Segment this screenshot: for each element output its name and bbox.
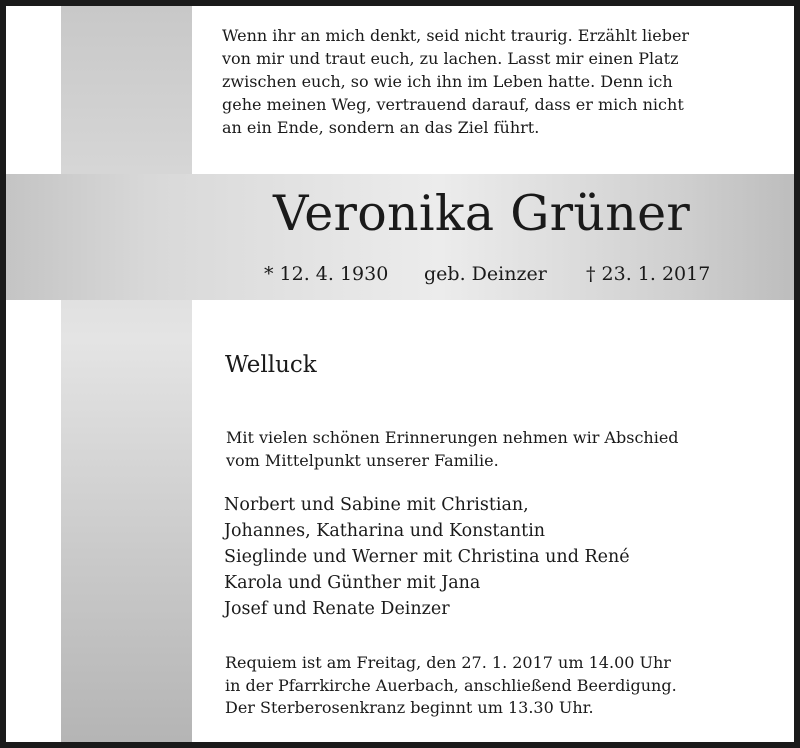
farewell-line: Mit vielen schönen Erinnerungen nehmen wir Abschied [226,428,679,447]
farewell-text [226,426,679,472]
quote-line: Wenn ihr an mich denkt, seid nicht traurig. Erzählt lieber [222,26,690,45]
death-date: † 23. 1. 2017 [586,263,711,285]
family-list [224,492,630,622]
notice-line: Der Sterberosenkranz beginnt um 13.30 Uhr. [225,698,594,717]
family-line: Sieglinde und Werner mit Christina und René [224,547,630,567]
maiden-name: geb. Deinzer [424,263,547,285]
cross-vertical-beam [61,6,192,748]
quote-line: an ein Ende, sondern an das Ziel führt. [222,118,540,137]
family-line: Karola und Günther mit Jana [224,573,481,593]
family-line: Norbert und Sabine mit Christian, [224,495,529,515]
family-line: Johannes, Katharina und Konstantin [224,521,546,541]
notice-line: Requiem ist am Freitag, den 27. 1. 2017 um 14.00 Uhr [225,653,671,672]
quote-line: gehe meinen Weg, vertrauend darauf, dass er mich nicht [222,95,684,114]
funeral-notice [225,652,677,720]
family-line: Josef und Renate Deinzer [224,599,450,619]
memorial-quote [222,24,742,139]
deceased-name: Veronika Grüner [273,185,691,242]
farewell-line: vom Mittelpunkt unserer Familie. [226,451,499,470]
place-name: Welluck [225,352,317,378]
notice-line: in der Pfarrkirche Auerbach, anschließend Beerdigung. [225,675,677,695]
birth-date: * 12. 4. 1930 [264,263,389,285]
quote-line: von mir und traut euch, zu lachen. Lasst mir einen Platz [222,49,679,68]
quote-line: zwischen euch, so wie ich ihn im Leben hatte. Denn ich [222,72,673,91]
